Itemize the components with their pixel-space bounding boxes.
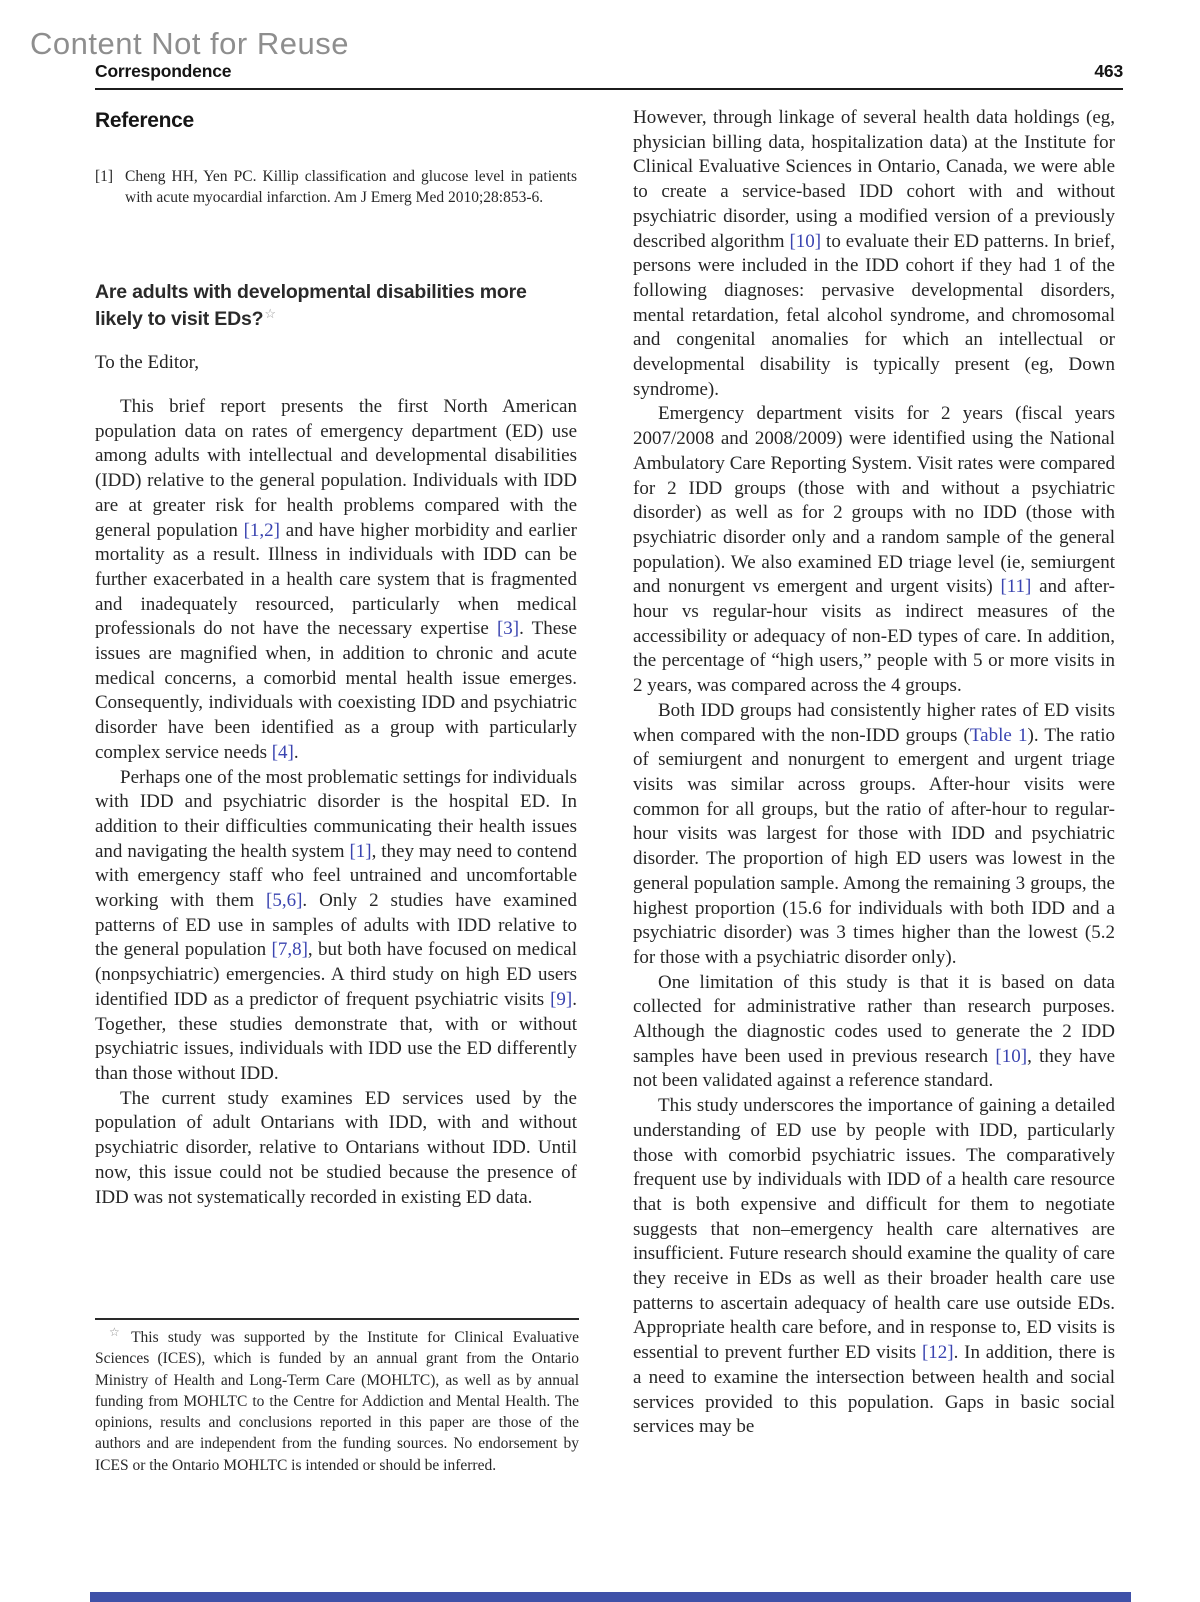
footnote-separator [95, 1318, 579, 1320]
right-paragraphs [633, 106, 1115, 1440]
footnote-star-icon: ☆ [109, 1324, 126, 1339]
paragraph: One limitation of this study is that it is based on data collected for administrative rather than research purposes. Although the diagnostic codes used to generate the 2 IDD samples have been used in previous research [10], they have not been validated against a reference standard. [633, 971, 1116, 1092]
citation-link[interactable]: [10] [995, 1045, 1028, 1067]
citation-link[interactable]: [5,6] [266, 890, 303, 912]
citation-link[interactable]: [1,2] [243, 519, 280, 541]
left-column [95, 108, 577, 1210]
citation-link[interactable]: [7,8] [271, 939, 308, 961]
footnote-text: This study was supported by the Institute for Clinical Evaluative Sciences (ICES), which is funded by an annual grant from the Ontario Ministry of Health and Long-Term Care (MOHLTC), as well as by annual funding from MOHLTC to the Centre for Addiction and Mental Health. The opinions, results and conclusions reported in this paper are those of the authors and are independent from the funding sources. No endorsement by ICES or the Ontario MOHLTC is intended or should be inferred. [95, 1329, 579, 1474]
header-rule [95, 88, 1123, 90]
citation-link[interactable]: Table 1 [969, 724, 1028, 746]
paragraph: Emergency department visits for 2 years (fiscal years 2007/2008 and 2008/2009) were identified using the National Ambulatory Care Reporting System. Visit rates were compared for 2 IDD groups (those with and without a psychiatric disorder) as well as for 2 groups with no IDD (those with psychiatric disorder only and a random sample of the general population). We also examined ED triage level (ie, semiurgent and nonurgent vs emergent and urgent visits) [11] and after-hour vs regular-hour visits as indirect measures of the accessibility or adequacy of non-ED types of care. In addition, the percentage of “high users,” people with 5 or more visits in 2 years, was compared across the 4 groups. [633, 403, 1115, 697]
reference-section-heading: Reference [95, 109, 194, 132]
page-number: 463 [1094, 61, 1123, 81]
funding-footnote [95, 1324, 579, 1476]
citation-link[interactable]: [3] [496, 618, 520, 640]
running-header [95, 61, 1123, 82]
bottom-blue-bar [90, 1592, 1131, 1602]
citation-link[interactable]: [11] [1000, 576, 1032, 598]
reference-number: [1] [95, 168, 114, 185]
paragraph: This study underscores the importance of gaining a detailed understanding of ED use by people with IDD, particularly those with comorbid psychiatric issues. The comparatively frequent use by individuals with IDD of a health care resource that is both expensive and difficult for them to negotiate suggests that non–emergency health care alternatives are insufficient. Future research should examine the quality of care they receive in EDs as well as their broader health care use patterns to ascertain adequacy of health care use outside EDs. Appropriate health care before, and in response to, ED visits is essential to prevent further ED visits [12]. In addition, there is a need to examine the intersection between health and social services provided to this population. Gaps in basic social services may be [633, 1095, 1115, 1438]
paragraph: Both IDD groups had consistently higher rates of ED visits when compared with the non-IDD groups (Table 1). The ratio of semiurgent and nonurgent to emergent and urgent triage visits was similar across groups. After-hour visits were common for all groups, but the ratio of after-hour to regular-hour visits was largest for those with IDD and psychiatric disorder. The proportion of high ED users was lowest in the general population sample. Among the remaining 3 groups, the highest proportion (15.6 for individuals with both IDD and a psychiatric disorder) was 3 times higher than the lowest (5.2 for those with a psychiatric disorder only). [633, 699, 1115, 968]
journal-section-label: Correspondence [95, 61, 232, 81]
letter-title [95, 279, 577, 333]
paragraph: The current study examines ED services used by the population of adult Ontarians with IDD, with and without psychiatric disorder, relative to Ontarians without IDD. Until now, this issue could not be studied because the presence of IDD was not systematically recorded in existing ED data. [95, 1087, 577, 1208]
right-column [633, 106, 1115, 1440]
letter-title-text: Are adults with developmental disabilities more likely to visit EDs? [95, 281, 527, 330]
content-not-for-reuse-watermark: Content Not for Reuse [30, 26, 349, 61]
citation-link[interactable]: [4] [271, 741, 294, 763]
left-paragraphs [95, 395, 577, 1210]
paragraph: Perhaps one of the most problematic settings for individuals with IDD and psychiatric disorder is the hospital ED. In addition to their difficulties communicating their health issues and navigating the health system [1], they may need to contend with emergency staff who feel untrained and uncomfortable working with them [5,6]. Only 2 studies have examined patterns of ED use in samples of adults with IDD relative to the general population [7,8], but both have focused on medical (nonpsychiatric) emergencies. A third study on high ED users identified IDD as a predictor of frequent psychiatric visits [9]. Together, these studies demonstrate that, with or without psychiatric issues, individuals with IDD use the ED differently than those without IDD. [95, 766, 578, 1084]
paragraph: This brief report presents the first North American population data on rates of emergency department (ED) use among adults with intellectual and developmental disabilities (IDD) relative to the general population. Individuals with IDD are at greater risk for health problems compared with the general population [1,2] and have higher morbidity and earlier mortality as a result. Illness in individuals with IDD can be further exacerbated in a health care system that is fragmented and inadequately resourced, particularly when medical professionals do not have the necessary expertise [3]. These issues are magnified when, in addition to chronic and acute medical concerns, a comorbid mental health issue emerges. Consequently, individuals with coexisting IDD and psychiatric disorder have been identified as a group with particularly complex service needs [4]. [95, 396, 577, 763]
salutation: To the Editor, [95, 352, 199, 373]
citation-link[interactable]: [10] [789, 230, 822, 252]
citation-link[interactable]: [12] [921, 1342, 954, 1364]
citation-link[interactable]: [1] [349, 840, 372, 862]
footnote-star-icon[interactable]: ☆ [264, 305, 276, 321]
paragraph: However, through linkage of several health data holdings (eg, physician billing data, hospitalization data) at the Institute for Clinical Evaluative Sciences in Ontario, Canada, we were able to create a service-based IDD cohort with and without psychiatric disorder, using a modified version of a previously described algorithm [10] to evaluate their ED patterns. In brief, persons were included in the IDD cohort if they had 1 of the following diagnoses: pervasive developmental disorders, mental retardation, fetal alcohol syndrome, and chromosomal and congenital anomalies for which an intellectual or developmental disability is typically present (eg, Down syndrome). [633, 107, 1115, 400]
citation-link[interactable]: [9] [550, 988, 573, 1010]
reference-entry [95, 166, 577, 208]
reference-text: Cheng HH, Yen PC. Killip classification and glucose level in patients with acute myocardial infarction. Am J Emerg Med 2010;28:853-6. [125, 168, 577, 206]
